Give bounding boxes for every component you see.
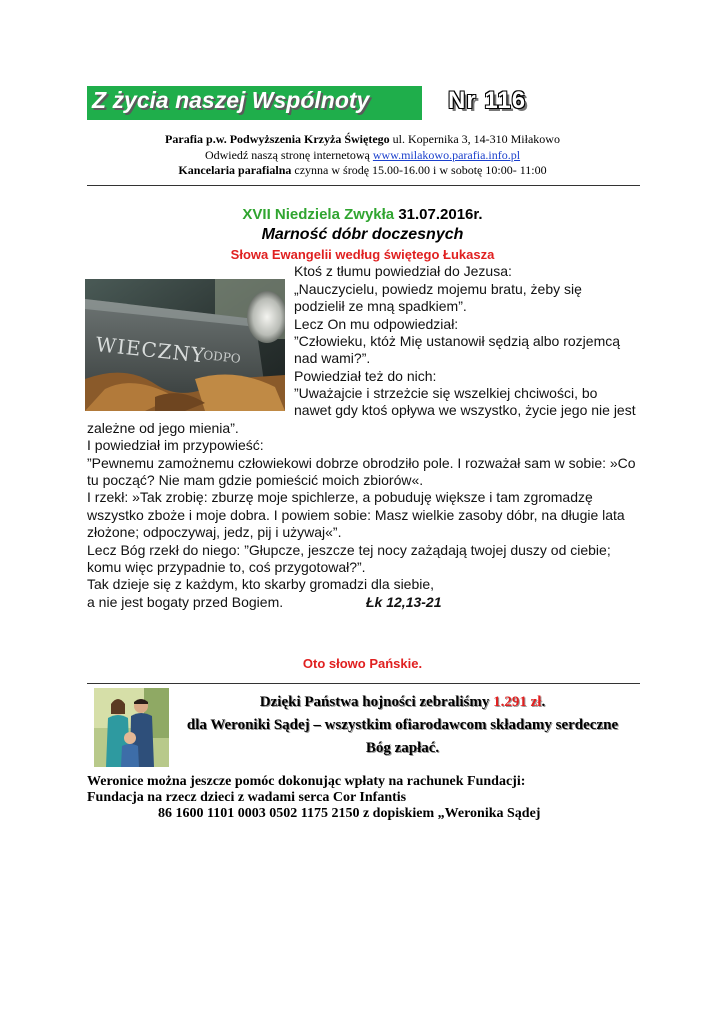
footer-line-1: Weronice można jeszcze pomóc dokonując wpłaty na rachunek Fundacji: [87, 774, 526, 789]
account-note: z dopiskiem „Weronika Sądej [359, 806, 541, 821]
section-divider [87, 683, 640, 684]
footer-line-2: Fundacja na rzecz dzieci z wadami serca Cor Infantis [87, 790, 407, 805]
bank-account: 86 1600 1101 0003 0502 1175 2150 [158, 806, 360, 821]
reading-subtitle: Marność dóbr doczesnych [261, 226, 464, 243]
office-label: Kancelaria parafialna [178, 163, 292, 177]
gospel-line: podzielił ze mną spadkiem”. [294, 298, 467, 314]
gospel-line: Powiedział też do nich: [294, 368, 437, 384]
gospel-line: Lecz On mu odpowiedział: [294, 316, 459, 332]
gospel-line: Lecz Bóg rzekł do niego: ”Głupcze, jeszcze tej nocy zażądają twojej duszy od ciebie; [87, 542, 611, 558]
gospel-line: Ktoś z tłumu powiedział do Jezusa: [294, 263, 512, 279]
donation-suffix: . [541, 694, 546, 710]
website-line [0, 148, 725, 163]
gospel-heading: Słowa Ewangelii według świętego Łukasza [230, 247, 495, 262]
gospel-line: ”Uważajcie i strzeżcie się wszelkiej chciwości, bo [294, 385, 598, 401]
word-of-lord: Oto słowo Pańskie. [302, 656, 423, 671]
sunday-heading [0, 206, 725, 223]
gospel-line: nad wami?”. [294, 350, 371, 366]
grave-photo-image [85, 279, 285, 411]
newsletter-title: Z życia naszej Wspólnoty [92, 87, 370, 113]
photo-inscription-2: ODPO [202, 348, 242, 366]
gospel-line: I powiedział im przypowieść: [87, 437, 264, 453]
gospel-line: I rzekł: »Tak zrobię: zburzę moje spichlerze, a pobuduję większe i tam zgromadzę [87, 489, 593, 505]
sunday-name: XVII Niedziela Zwykła [242, 206, 395, 223]
donation-line-3: Bóg zapłać. [365, 740, 440, 756]
parish-name: Parafia p.w. Podwyższenia Krzyża Świętego [165, 132, 390, 146]
gospel-line: tu począć? Nie mam gdzie pomieścić moich zbiorów«. [87, 472, 424, 488]
grave-photo [85, 279, 285, 411]
issue-number: Nr 116 [448, 87, 527, 114]
gospel-line: złożone; odpoczywaj, jedz, pij i używaj«”. [87, 524, 342, 540]
office-hours: czynna w środę 15.00-16.00 i w sobotę 10:00- 11:00 [291, 163, 547, 177]
sunday-date: 31.07.2016r. [398, 206, 483, 223]
parish-address-line [0, 132, 725, 147]
gospel-reference: Łk 12,13-21 [366, 594, 442, 610]
footer-account-line [158, 806, 540, 822]
gospel-line: Tak dzieje się z każdym, kto skarby gromadzi dla siebie, [87, 576, 435, 592]
gospel-line: a nie jest bogaty przed Bogiem. [87, 594, 284, 610]
gospel-line: ”Pewnemu zamożnemu człowiekowi dobrze obrodziło pole. I rozważał sam w sobie: »Co [87, 455, 636, 471]
website-link[interactable]: www.milakowo.parafia.info.pl [372, 148, 521, 162]
gospel-line: zależne od jego mienia”. [87, 420, 239, 436]
donation-amount: 1.291 zł [493, 694, 542, 710]
gospel-line: nawet gdy ktoś opływa we wszystko, życie jego nie jest [294, 402, 636, 418]
donation-line-1 [40, 694, 725, 711]
office-hours-line [0, 163, 725, 178]
website-prefix: Odwiedź naszą stronę internetową [204, 148, 373, 162]
photo-inscription: WIECZNY [94, 332, 207, 368]
donation-line-2: dla Weroniki Sądej – wszystkim ofiarodawcom składamy serdeczne [186, 717, 619, 733]
gospel-line: „Nauczycielu, powiedz mojemu bratu, żeby się [294, 281, 582, 297]
gospel-line: wszystko zboże i moje dobra. I powiem sobie: Masz wielkie zasoby dóbr, na długie lata [87, 507, 625, 523]
donation-prefix: Dzięki Państwa hojności zebraliśmy [259, 694, 494, 710]
parish-address: ul. Kopernika 3, 14-310 Miłakowo [389, 132, 560, 146]
gospel-line: komu więc przypadnie to, coś przygotował?”. [87, 559, 366, 575]
gospel-line: ”Człowieku, któż Mię ustanowił sędzią albo rozjemcą [294, 333, 621, 349]
header-divider [87, 185, 640, 186]
